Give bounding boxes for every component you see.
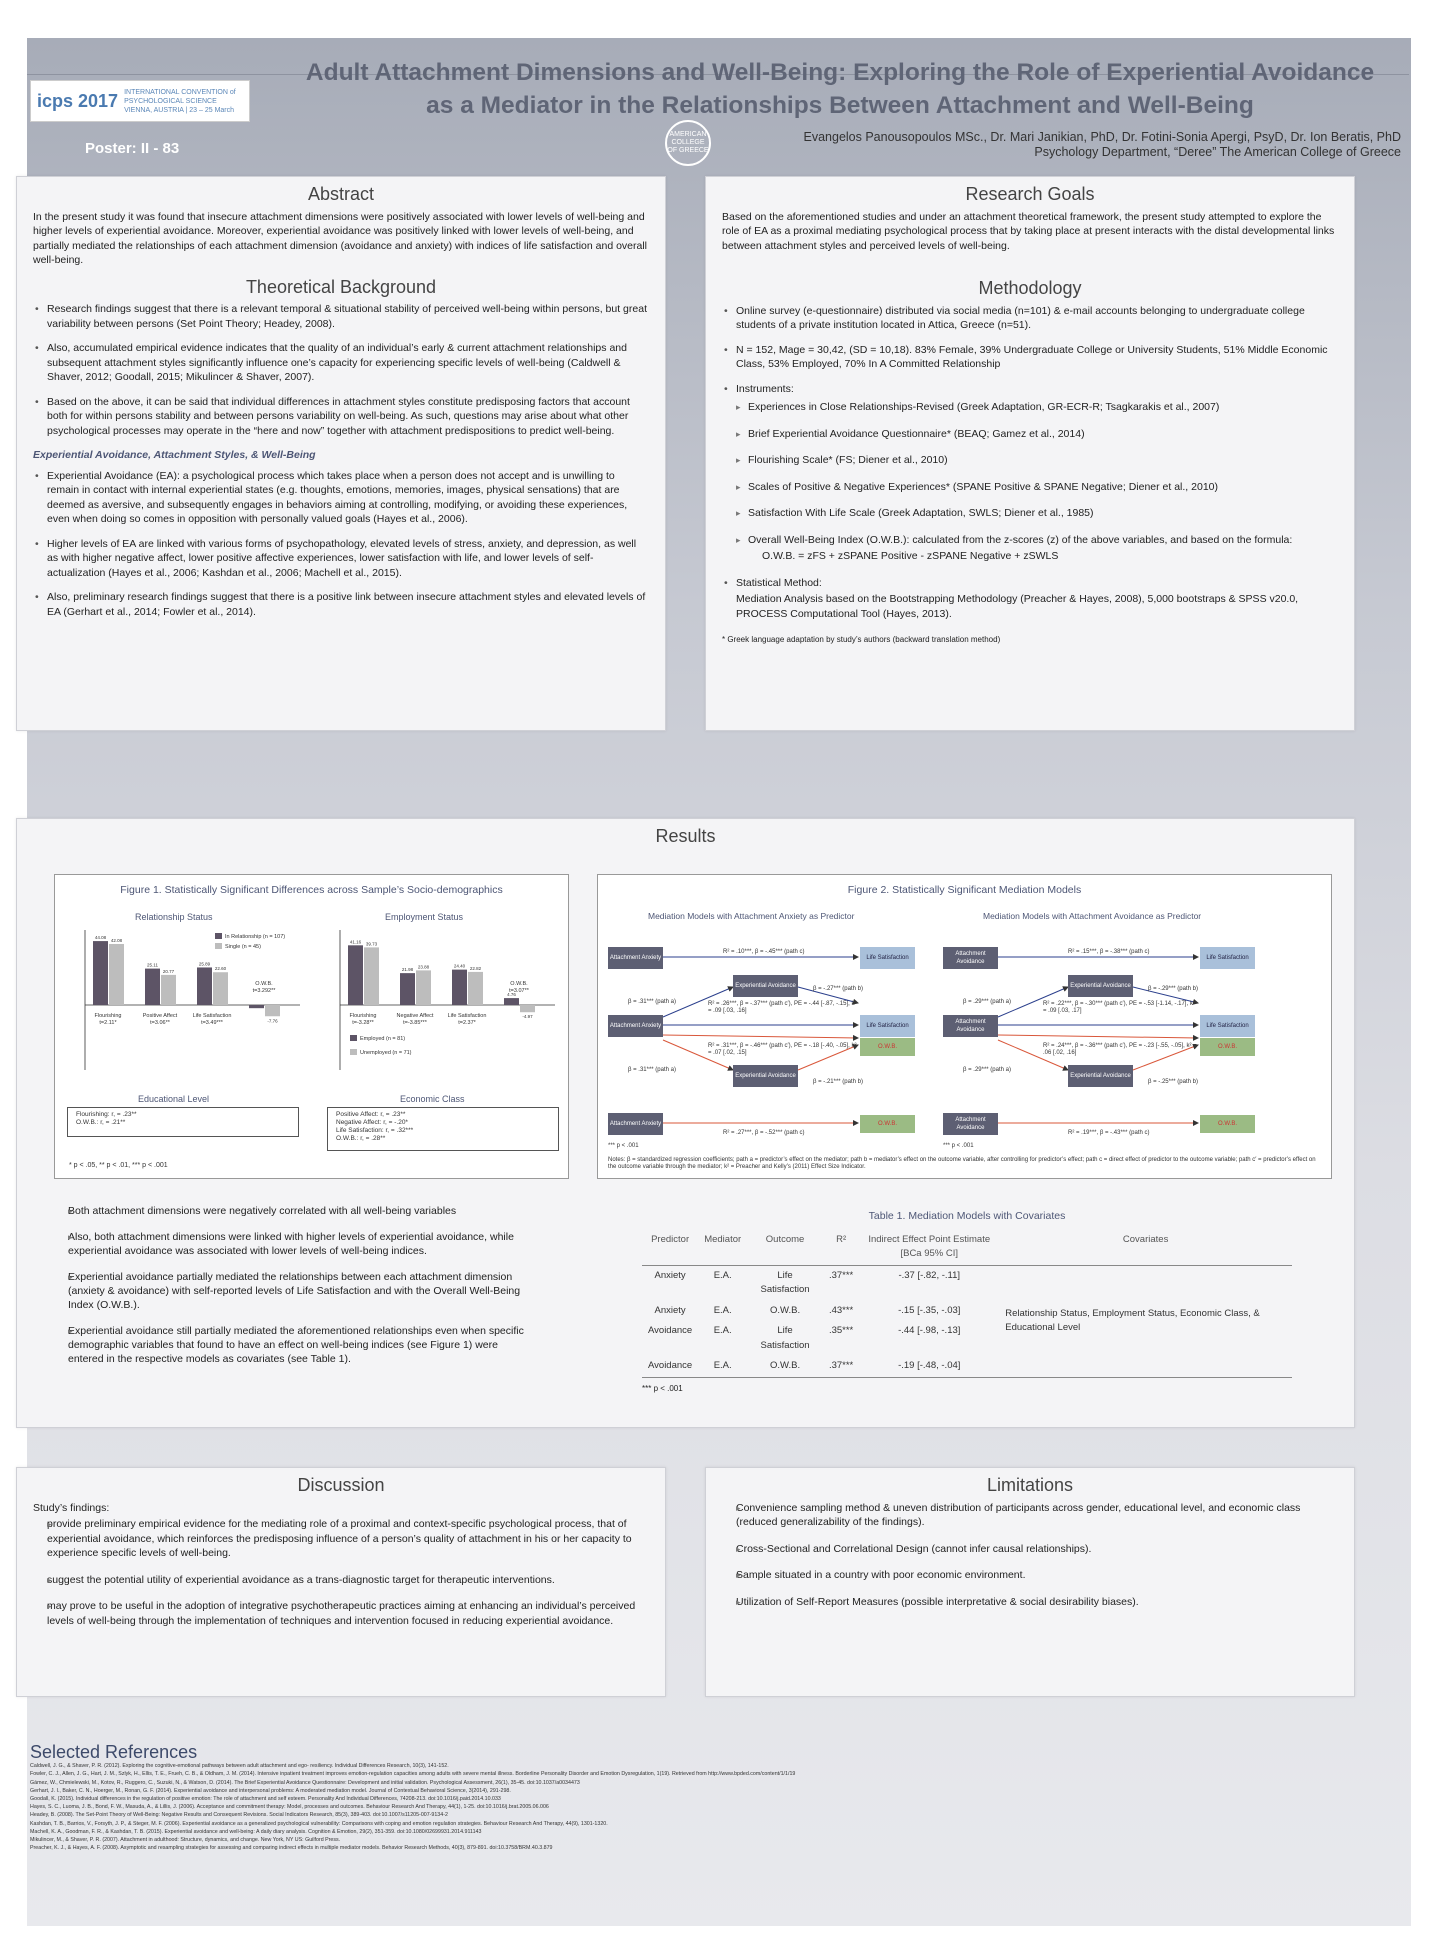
instrument-item: ▸ Satisfaction With Life Scale (Greek Adaptation, SWLS; Diener et al., 1985): [722, 506, 1338, 521]
owb-box: O.W.B.: [1200, 1038, 1255, 1056]
method-bullet: • Statistical Method:: [722, 576, 1338, 591]
results-bullet: ▸ Experiential avoidance still partially mediated the aforementioned relationships even when specific demographic variables that found to have an effect on well-being indices (see Figure 1) were entered in the respective models as covariates (see Table 1).: [54, 1324, 524, 1366]
avoidance-box: Attachment Avoidance: [943, 1113, 998, 1135]
table-row: Avoidance E.A. Life Satisfaction .35*** -.44 [-.98, -.13]: [648, 1325, 961, 1351]
category-label: Positive Affect: [142, 1013, 178, 1019]
abstract-text: In the present study it was found that insecure attachment dimensions were positively associated with lower levels of well-being and higher levels of experiential avoidance. Moreover, experiential avoidance was positively linked with lower levels of well-being, and partially mediated the relationships of each attachment dimension (avoidance and anxiety) with indices of life satisfaction and overall well-being.: [33, 210, 648, 266]
table-header: R²: [823, 1230, 859, 1266]
rel-chart-title: Relationship Status: [135, 912, 213, 922]
reference-item: Mikulincer, M., & Shaver, P. R. (2007). Attachment in adulthood: Structure, dynamics, and change. New York, NY US: Guilford Press.: [30, 1837, 341, 1844]
bar: [249, 1005, 264, 1008]
method-bullet: • Online survey (e-questionnaire) distributed via social media (n=101) & e-mail accounts belonging to undergraduate college students of a private institution located in Attica, Greece (n=51).: [722, 304, 1338, 333]
employment-status-chart: [320, 925, 560, 1075]
figure-1-title: Figure 1. Statistically Significant Differences across Sample’s Socio-demographics: [120, 884, 503, 896]
references-heading: Selected References: [30, 1742, 198, 1762]
limitation-bullet: ▸ Cross-Sectional and Correlational Design (cannot infer causal relationships).: [722, 1542, 1338, 1557]
poster-title: Adult Attachment Dimensions and Well-Being: Exploring the Role of Experiential Avoidance as a Mediator in the Relationships Between Attachment and Well-Being: [305, 59, 1375, 119]
bar-value-label: -4.97: [522, 1014, 533, 1020]
emp-chart-title: Employment Status: [385, 912, 464, 922]
t-stat-label: t=3.292**: [252, 988, 276, 994]
limitation-bullet: ▸ Convenience sampling method & uneven distribution of participants across gender, educational level, and economic class (reduced generalizability of the findings).: [722, 1501, 1338, 1530]
poster-code: Poster: II - 83: [85, 140, 180, 157]
edu-title: Educational Level: [138, 1094, 210, 1104]
avoidance-box: Attachment Avoidance: [943, 1015, 998, 1037]
figure-2-notes: Notes: β = standardized regression coefficients; path a = predictor’s effect on the mediator; path b = mediator’s effect on the outcome variable, after controlling for predictor’s effect; path c = direct effect of predictor to the outcome variable; path c′ = predictor’s effect on the outcome variable through the mediator; k² = Preacher and Kelly’s (2011) Effect Size Indicator.: [608, 1157, 1316, 1170]
figure-2-title: Figure 2. Statistically Significant Mediation Models: [847, 884, 1082, 896]
limitation-bullet: ▸ Utilization of Self-Report Measures (possible interpretative & social desirability biases).: [722, 1595, 1338, 1610]
reference-item: Gerhart, J. I., Baker, C. N., Hoerger, M., Ronan, G. F. (2014). Experiential avoidance and interpersonal problems: A moderated mediation model. Journal of Contextual Behavioral Science, 3(2014), 291-298.: [30, 1787, 511, 1794]
bar-value-label: 25.89: [198, 961, 211, 967]
path-label: β = .29*** (path a): [963, 1067, 1011, 1073]
legend-swatch: [350, 1049, 357, 1055]
bar: [504, 998, 519, 1005]
results-bullet: ▸ Both attachment dimensions were negatively correlated with all well-being variables: [54, 1204, 524, 1218]
bar: [213, 972, 228, 1005]
bar-value-label: 24.40: [453, 963, 466, 969]
method-bullet: • N = 152, Mage = 30,42, (SD = 10,18). 83% Female, 39% Undergraduate College or University Students, 51% Middle Economic Class, 53% Employed, 70% In A Committed Relationship: [722, 343, 1338, 372]
owb-box: O.W.B.: [860, 1038, 915, 1056]
legend-swatch: [215, 943, 222, 949]
p-note: *** p < .001: [943, 1143, 974, 1149]
t-stat-label: t=3.06**: [150, 1020, 170, 1026]
path-label: R² = .10***, β = -.45*** (path c): [723, 949, 805, 955]
category-label: Negative Affect: [396, 1013, 434, 1019]
bar-value-label: 42.08: [110, 937, 123, 943]
theory-subheading: Experiential Avoidance, Attachment Styles, & Well-Being: [33, 449, 316, 461]
reference-item: Headey, B. (2008). The Set-Point Theory of Well-Being: Negative Results and Consequent Revisions. Social Indicators Research, 85(3), 389-403. doi:10.1007/s11205-007-9134-2: [30, 1812, 448, 1819]
bar: [364, 947, 379, 1005]
theory-bullet: • Experiential Avoidance (EA): a psychological process which takes place when a person does not accept and is unwilling to remain in contact with internal experiential states (e.g. thoughts, emotions, memories, images, physical sensations) that are deemed as aversive, and subsequently engages in behaviors aiming at controlling, modifying, or avoiding these experiences, even when doing so comes in opposition with personally valued goals (Hayes et al., 2006).: [33, 469, 649, 527]
t-stat-label: t=3.07**: [509, 988, 529, 994]
category-label: Life Satisfaction: [192, 1013, 232, 1019]
table-row: Anxiety E.A. Life Satisfaction .37*** -.37 [-.82, -.11] Relationship Status, Employment Status, Economic Class, & Educational Level: [642, 1265, 1292, 1301]
category-label: Flourishing: [349, 1013, 377, 1019]
discussion-bullet: ▸ suggest the potential utility of experiential avoidance as a trans-diagnostic target for therapeutic interventions.: [33, 1573, 649, 1588]
path-label: β = -.29*** (path b): [1148, 986, 1198, 992]
bar: [452, 970, 467, 1005]
table-note: *** p < .001: [642, 1383, 683, 1393]
life-satisfaction-box: Life Satisfaction: [860, 1015, 915, 1037]
t-stat-label: t=2.11*: [99, 1020, 117, 1026]
reference-list: [30, 1762, 1360, 1852]
owb-formula: O.W.B. = zFS + zSPANE Positive - zSPANE Negative + zSWLS: [762, 550, 1059, 562]
references: [30, 1742, 1360, 1852]
owb-box: O.W.B.: [1200, 1115, 1255, 1133]
path-label: R² = .27***, β = -.52*** (path c): [723, 1130, 805, 1136]
results-bullet: ▸ Also, both attachment dimensions were linked with higher levels of experiential avoidance, while experiential avoidance was associated with lower levels of well-being indices.: [54, 1230, 524, 1258]
bar: [145, 969, 160, 1005]
reference-item: Goodall, K. (2015). Individual differences in the regulation of positive emotion: The role of attachment and self esteem. Personality And Individual Differences, 74208-213. doi:10.1016/j.paid.2014.10.033: [30, 1796, 501, 1803]
instrument-item: ▸ Experiences in Close Relationships-Revised (Greek Adaptation, GR-ECR-R; Tsagkarakis et al., 2007): [722, 400, 1338, 415]
results-heading: Results: [655, 826, 716, 846]
bar: [197, 967, 212, 1005]
theory-bullet: • Also, preliminary research findings suggest that there is a positive link between insecure attachment styles and elevated levels of EA (Gerhart et al., 2014; Fowler et al., 2014).: [33, 590, 649, 619]
t-stat-label: t=-3.28**: [352, 1020, 374, 1026]
legend-label: Unemployed (n = 71): [360, 1050, 412, 1056]
bar: [400, 973, 415, 1005]
reference-item: Fowler, C. J., Allen, J. G., Hart, J. M., Szlyk, H., Ellis, T. E., Frueh, C. B., & Oldham, J. M. (2014). Intensive inpatient treatment improves emotion-regulation capacities among adults with severe mental illness. Borderline Personality Disorder and Emotion Dysregulation, 1(19). Retrieved from http://www.bpded.com/content/1/1/19: [30, 1771, 796, 1778]
bar: [348, 945, 363, 1005]
path-label: β = .31*** (path a): [628, 999, 676, 1005]
path-label: R² = .24***, β = -.36*** (path c′), PE = -.23 [-.55, -.05], k² = .06 [.02, .16]: [1043, 1043, 1197, 1056]
bar-value-label: 23.88: [417, 964, 430, 970]
instrument-item: ▸ Overall Well-Being Index (O.W.B.): calculated from the z-scores (z) of the above variables, and based on the formula:: [722, 533, 1338, 548]
t-stat-label: t=-3.85***: [403, 1020, 427, 1026]
bar-value-label: -7.76: [267, 1018, 278, 1024]
path-label: β = -.25*** (path b): [1148, 1079, 1198, 1085]
bar-value-label: 41.16: [349, 939, 362, 945]
anxiety-box: Attachment Anxiety: [608, 1015, 663, 1037]
table-row: Anxiety E.A. O.W.B. .43*** -.15 [-.35, -.03]: [654, 1304, 961, 1316]
table-header: Mediator: [698, 1230, 747, 1266]
category-label: O.W.B.: [255, 981, 273, 987]
avoidance-box: Attachment Avoidance: [943, 947, 998, 969]
avoidance-models-title: Mediation Models with Attachment Avoidance as Predictor: [983, 911, 1202, 921]
discussion-bullet: ▸ may prove to be useful in the adoption of integrative psychotherapeutic practices aiming at enhancing an individual’s perceived levels of well-being through the implementation of techniques and intervention focused in reducing experiential avoidance.: [33, 1599, 649, 1628]
experiential-avoidance-box: Experiential Avoidance: [1068, 975, 1133, 997]
bar: [109, 944, 124, 1005]
table-header: Outcome: [747, 1230, 823, 1266]
p-note: *** p < .001: [608, 1143, 639, 1149]
stat-text: Mediation Analysis based on the Bootstrapping Methodology (Preacher & Hayes, 2008), 5,000 bootstraps & SPSS v20.0, PROCESS Computational Tool (Hayes, 2013).: [736, 593, 1299, 620]
path-label: R² = .31***, β = -.46*** (path c′), PE = -.18 [-.40, -.05], k² = .07 [.02, .15]: [708, 1043, 857, 1056]
logo-subtext: INTERNATIONAL CONVENTION of PSYCHOLOGICAL SCIENCE VIENNA, AUSTRIA | 23 – 25 March: [124, 88, 236, 114]
path-label: β = -.27*** (path b): [813, 986, 863, 992]
mediation-table: [642, 1230, 1292, 1378]
discussion-panel: [16, 1467, 666, 1697]
figure-2: [597, 874, 1332, 1179]
path-label: R² = .26***, β = -.37*** (path c′), PE = -.44 [-.87, -.15], k² = .09 [.03, .16]: [708, 1001, 857, 1014]
experiential-avoidance-box: Experiential Avoidance: [733, 1065, 798, 1087]
bar-value-label: 44.08: [94, 935, 107, 941]
eco-title: Economic Class: [400, 1094, 465, 1104]
table-header: Predictor: [642, 1230, 698, 1266]
discussion-intro: Study’s findings:: [33, 1501, 110, 1514]
theory-bullet: • Research findings suggest that there is a relevant temporal & situational stability of perceived well-being within persons, but great variability between persons (Set Point Theory; Headey, 2008).: [33, 302, 649, 331]
legend-swatch: [350, 1035, 357, 1041]
covariates-cell: Relationship Status, Employment Status, Economic Class, & Educational Level: [1005, 1307, 1260, 1333]
goals-panel: [705, 176, 1355, 731]
bar-value-label: 39.73: [365, 941, 378, 947]
bar-value-label: 22.60: [214, 966, 227, 972]
theory-heading: Theoretical Background: [245, 276, 437, 297]
experiential-avoidance-box: Experiential Avoidance: [733, 975, 798, 997]
life-satisfaction-box: Life Satisfaction: [1200, 947, 1255, 969]
figure-1: [54, 874, 569, 1179]
significance-note: * p < .05, ** p < .01, *** p < .001: [69, 1162, 168, 1169]
bar: [161, 975, 176, 1005]
bar-value-label: 4.76: [507, 992, 516, 998]
reference-item: Gámez, W., Chmielewski, M., Kotov, R., Ruggero, C., Suzuki, N., & Watson, D. (2014). The Brief Experiential Avoidance Questionnaire: Development and initial validation. Psychological Assessment, 26(1), 35-45. doi:10.1037/a0034473: [30, 1779, 580, 1786]
eco-box: Positive Affect: r, = .23** Negative Affect: r, = -.20* Life Satisfaction: r, = .32*** O.W.B.: r, = .28**: [327, 1107, 559, 1151]
bar: [468, 972, 483, 1005]
bar: [93, 941, 108, 1005]
bar-value-label: 20.77: [162, 968, 175, 974]
reference-item: Preacher, K. J., & Hayes, A. F. (2008). Asymptotic and resampling strategies for assessing and comparing indirect effects in multiple mediator models. Behavior Research Methods, 40(3), 879-891. doi:10.3758/BRM.40.3.879: [30, 1845, 553, 1852]
life-satisfaction-box: Life Satisfaction: [860, 947, 915, 969]
method-heading: Methodology: [978, 278, 1082, 298]
limitations-panel: [705, 1467, 1355, 1697]
t-stat-label: t=3.49***: [201, 1020, 223, 1026]
authors: Evangelos Panousopoulos MSc., Dr. Mari Janikian, PhD, Dr. Fotini-Sonia Apergi, PsyD, Dr. Ion Beratis, PhD Psychology Department, “Deree” The American College of Greece: [803, 130, 1401, 159]
table-header: Covariates: [999, 1230, 1292, 1266]
bar: [520, 1005, 535, 1012]
t-stat-label: t=2.37*: [458, 1020, 476, 1026]
legend-label: Single (n = 45): [225, 944, 261, 950]
bar: [416, 970, 431, 1005]
path-label: β = .29*** (path a): [963, 999, 1011, 1005]
path-label: β = -.21*** (path b): [813, 1079, 863, 1085]
conference-logo: [30, 80, 250, 122]
table-title: Table 1. Mediation Models with Covariates: [868, 1210, 1066, 1222]
goals-heading: Research Goals: [965, 184, 1095, 204]
legend-label: Employed (n = 81): [360, 1036, 406, 1042]
instrument-item: ▸ Scales of Positive & Negative Experiences* (SPANE Positive & SPANE Negative; Diener et al., 2010): [722, 480, 1338, 495]
method-bullet: • Instruments:: [722, 382, 1338, 397]
anxiety-box: Attachment Anxiety: [608, 1113, 663, 1135]
bar-value-label: 22.82: [469, 965, 482, 971]
path-label: R² = .19***, β = -.43*** (path c): [1068, 1130, 1150, 1136]
instrument-item: ▸ Flourishing Scale* (FS; Diener et al., 2010): [722, 453, 1338, 468]
anxiety-box: Attachment Anxiety: [608, 947, 663, 969]
results-bullets: [54, 1204, 524, 1378]
college-seal: AMERICAN COLLEGE OF GREECE: [665, 120, 711, 166]
limitation-bullet: ▸ Sample situated in a country with poor economic environment.: [722, 1568, 1338, 1583]
path-label: R² = .15***, β = -.38*** (path c): [1068, 949, 1150, 955]
theory-bullet: • Also, accumulated empirical evidence indicates that the quality of an individual’s early & current attachment relationships and subsequent attachment styles significantly influence one’s capacity for experiencing specific levels of well-being (Caldwell & Shaver, 2012; Goodall, 2015; Mikulincer & Shaver, 2007).: [33, 341, 649, 385]
limitations-heading: Limitations: [986, 1475, 1074, 1495]
path-label: β = .31*** (path a): [628, 1067, 676, 1073]
category-label: Life Satisfaction: [447, 1013, 487, 1019]
theory-bullet: • Based on the above, it can be said that individual differences in attachment styles constitute predisposing factors that account both for within persons stability and between persons variability on well-being. As such, questions may arise about what other psychological processes may operate in the “here and now” together with attachment predispositions to predict well-being.: [33, 395, 649, 439]
theory-bullet: • Higher levels of EA are linked with various forms of psychopathology, elevated levels of stress, anxiety, and depression, as well as with higher negative affect, lower positive affective experiences, lower satisfaction with life, and lower levels of self-actualization (Hayes et al., 2006; Kashdan et al., 2006; Machell et al., 2015).: [33, 537, 649, 581]
reference-item: Hayes, S. C., Luoma, J. B., Bond, F. W., Masuda, A., & Lillis, J. (2006). Acceptance and commitment therapy: Model, processes and outcomes. Behaviour Research And Therapy, 44(1), 1-25. doi:10.1016/j.brat.2005.06.006: [30, 1804, 549, 1811]
bar: [265, 1005, 280, 1016]
category-label: Flourishing: [94, 1013, 122, 1019]
logo-text: icps 2017: [37, 90, 119, 111]
bar-value-label: 21.98: [401, 967, 414, 973]
anxiety-models-title: Mediation Models with Attachment Anxiety as Predictor: [648, 911, 855, 921]
instrument-item: ▸ Brief Experiential Avoidance Questionnaire* (BEAQ; Gamez et al., 2014): [722, 427, 1338, 442]
discussion-heading: Discussion: [297, 1475, 385, 1495]
bar-value-label: 25.11: [147, 962, 158, 968]
table-header: Indirect Effect Point Estimate [BCa 95% CI]: [859, 1230, 999, 1266]
reference-item: Machell, K. A., Goodman, F. R., & Kashdan, T. B. (2015). Experiential avoidance and well-being: A daily diary analysis. Cognition & Emotion, 29(2), 351-359. doi:10.1080/02699931.2014.911143: [30, 1828, 482, 1835]
reference-item: Kashdan, T. B., Barrios, V., Forsyth, J. P., & Steger, M. F. (2006). Experiential avoidance as a generalized psychological vulnerability: Comparisons with coping and emotion regulation strategies. Behaviour Research And Therapy, 44(9), 1301-1320.: [30, 1820, 608, 1827]
method-note: * Greek language adaptation by study’s authors (backward translation method): [722, 635, 1001, 644]
table-row: Avoidance E.A. O.W.B. .37*** -.19 [-.48, -.04]: [642, 1356, 1292, 1377]
results-panel: [16, 818, 1355, 1428]
reference-item: Caldwell, J. G., & Shaver, P. R. (2012). Exploring the cognitive-emotional pathways between adult attachment and ego- resiliency. Individual Differences Research, 10(3), 141-152.: [30, 1763, 449, 1770]
experiential-avoidance-box: Experiential Avoidance: [1068, 1065, 1133, 1087]
results-bullet: ▸ Experiential avoidance partially mediated the relationships between each attachment dimension (anxiety & avoidance) with self-reported levels of Life Satisfaction and with the Overall Well-Being Index (O.W.B.).: [54, 1270, 524, 1312]
abstract-heading: Abstract: [307, 184, 375, 204]
life-satisfaction-box: Life Satisfaction: [1200, 1015, 1255, 1037]
legend-swatch: [215, 933, 222, 939]
relationship-status-chart: [65, 925, 305, 1075]
category-label: O.W.B.: [510, 981, 528, 987]
owb-box: O.W.B.: [860, 1115, 915, 1133]
legend-label: In Relationship (n = 107): [225, 934, 286, 940]
discussion-bullet: ▸ provide preliminary empirical evidence for the mediating role of a proximal and context-specific psychological process, that of experiential avoidance, which reinforces the predisposing influence of a person’s quality of attachment in his or her capacity to experience specific levels of well-being.: [33, 1517, 649, 1561]
edu-box: Flourishing: r, = .23** O.W.B.: r, = .21**: [67, 1107, 299, 1137]
goals-text: Based on the aforementioned studies and under an attachment theoretical framework, the present study attempted to explore the role of EA as a proximal mediating psychological process that by taking place at present interacts with the distal developmental links between attachment styles and perceived levels of well-being.: [722, 210, 1335, 252]
table-1: [642, 1209, 1292, 1396]
path-label: R² = .22***, β = -.30*** (path c′), PE = -.53 [-1.14, -.17], k² = .09 [.03, .17]: [1043, 1001, 1195, 1014]
abstract-panel: [16, 176, 666, 731]
